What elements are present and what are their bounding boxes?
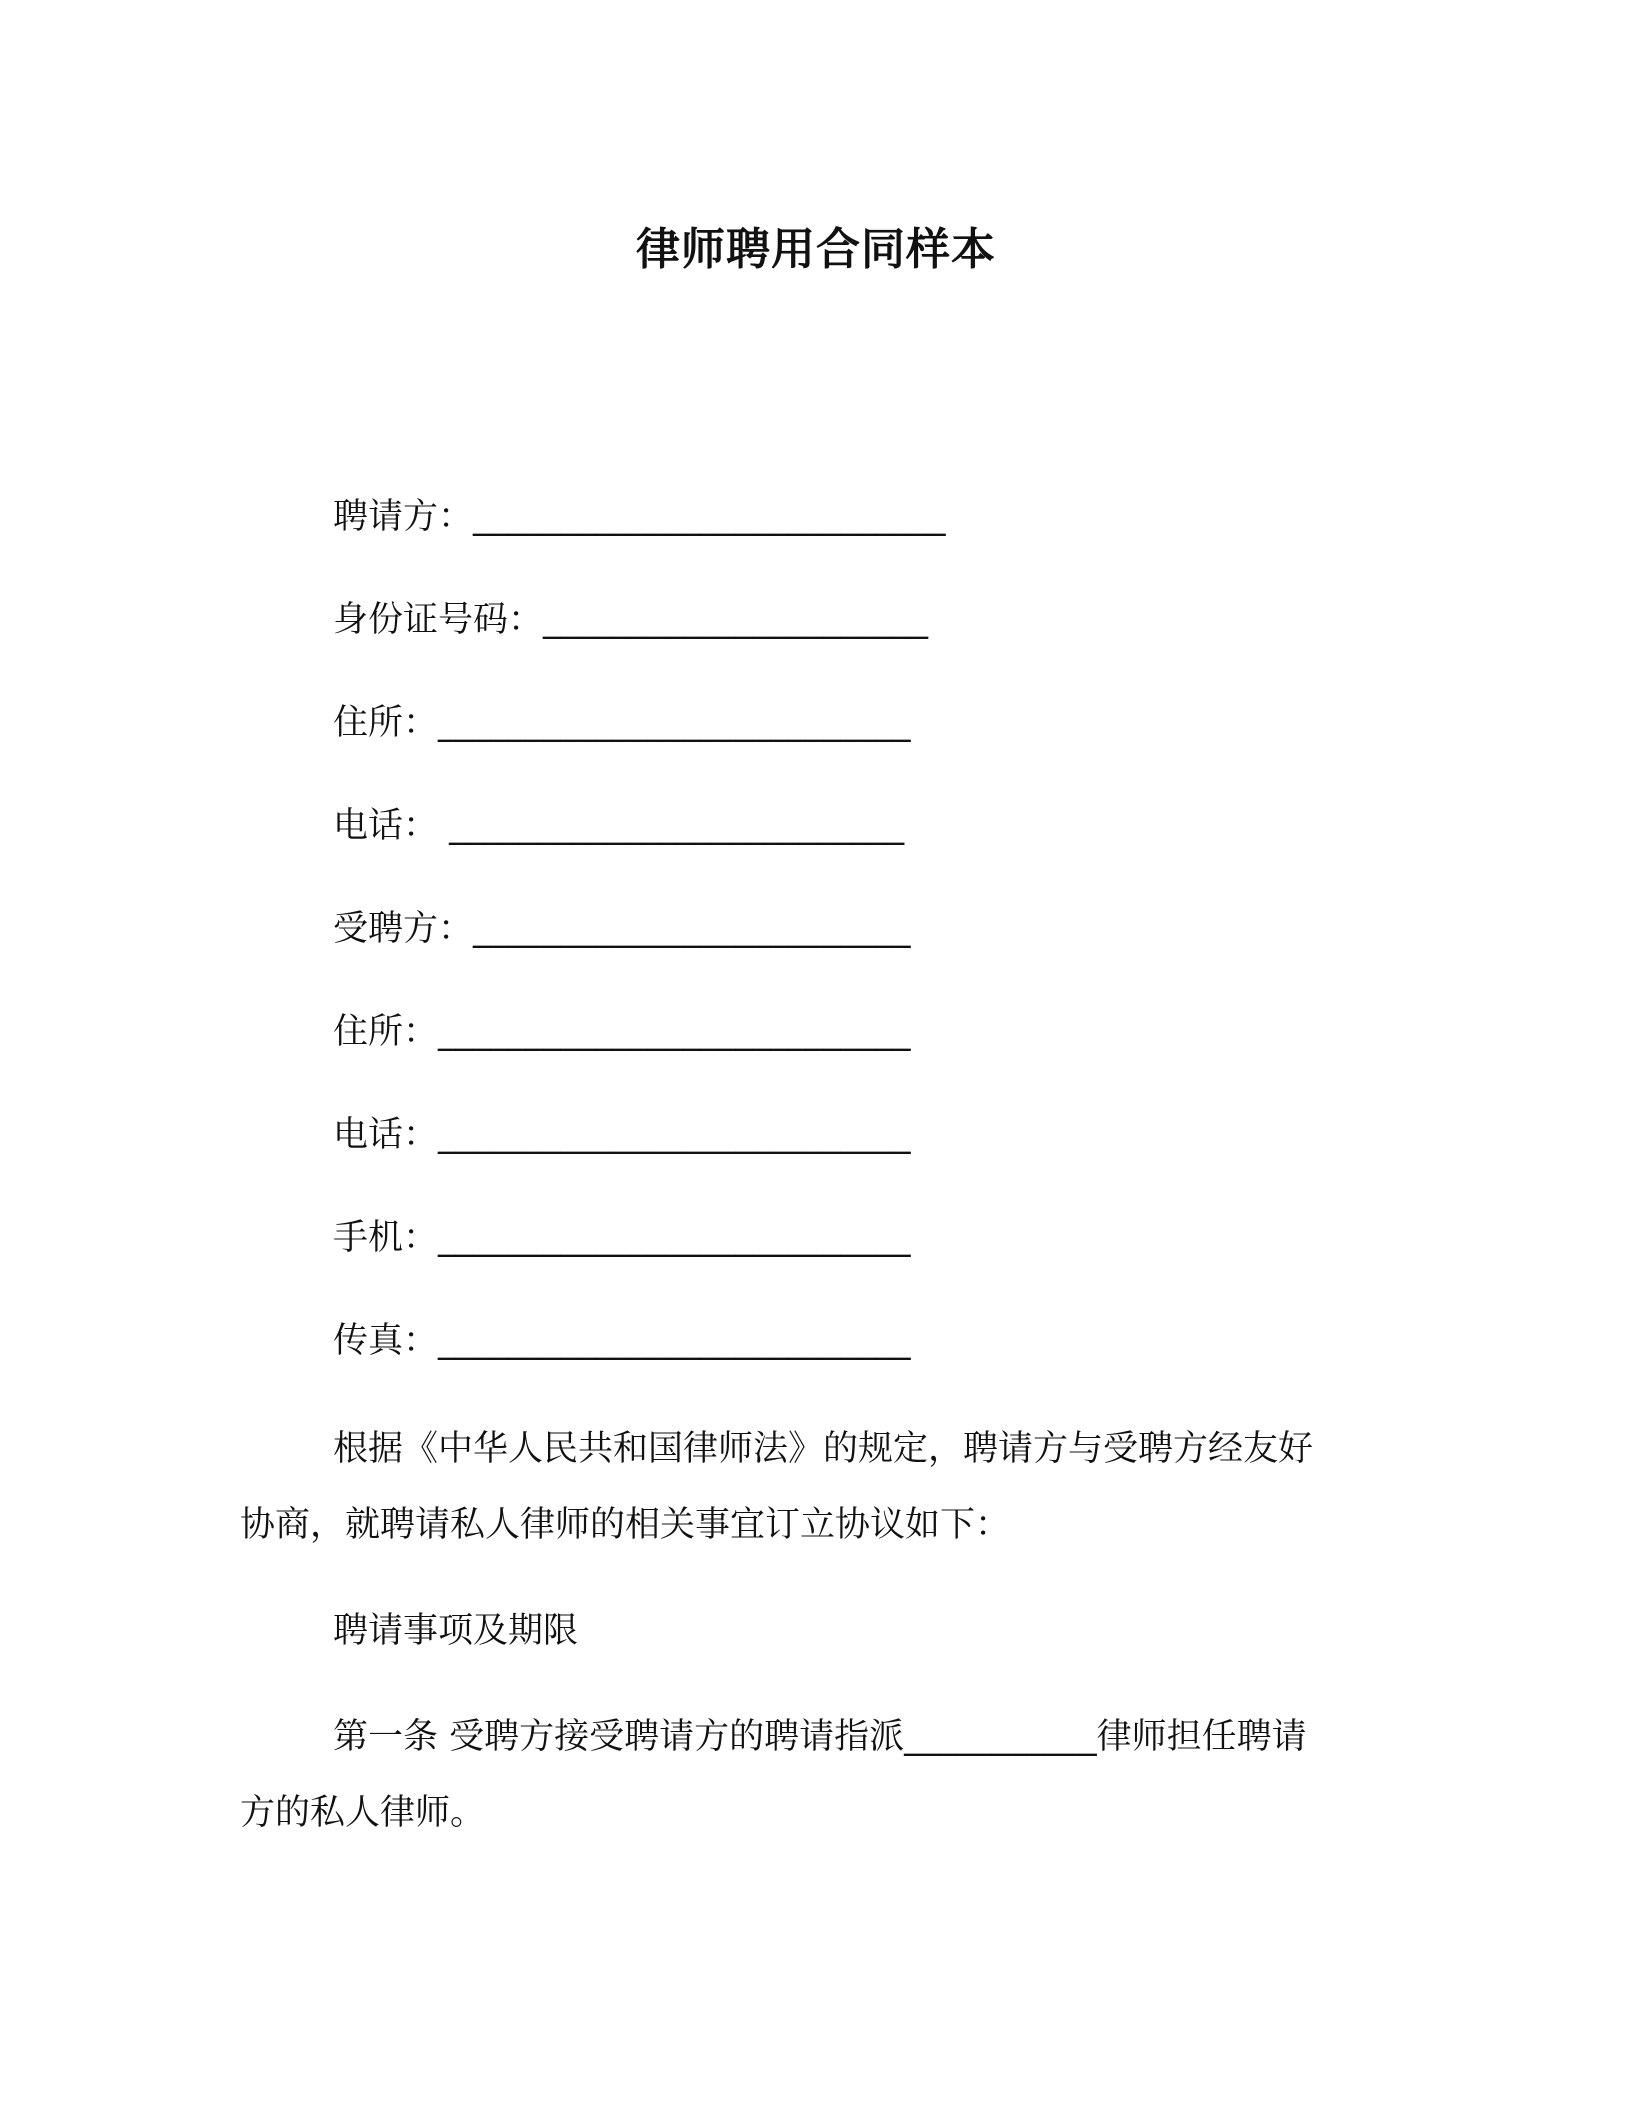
field-label: 电话： — [333, 806, 439, 846]
field-hired-party — [333, 904, 911, 954]
field-blank: ___________________________ — [438, 1115, 911, 1155]
field-id-number — [333, 595, 928, 645]
field-blank: ___________________________ — [473, 497, 946, 537]
field-blank: ___________________________ — [438, 1218, 911, 1258]
field-hiring-party-address — [333, 698, 911, 748]
field-blank: _________________________ — [473, 909, 911, 949]
field-blank: ___________________________ — [438, 703, 911, 743]
field-label: 住所： — [333, 1012, 439, 1052]
section-heading: 聘请事项及期限 — [333, 1611, 579, 1651]
document-title: 律师聘用合同样本 — [636, 224, 996, 275]
field-mobile — [333, 1213, 911, 1263]
field-blank: ___________________________ — [438, 1321, 911, 1361]
field-label: 传真： — [333, 1321, 439, 1361]
field-hired-party-address — [333, 1007, 911, 1057]
field-label: 受聘方： — [333, 909, 474, 949]
field-label: 住所： — [333, 703, 439, 743]
article-1-line-1: 第一条 受聘方接受聘请方的聘请指派___________律师担任聘请 — [333, 1717, 1307, 1757]
field-label: 手机： — [333, 1218, 439, 1258]
field-blank: ___________________________ — [438, 1012, 911, 1052]
field-label: 聘请方： — [333, 497, 474, 537]
field-label: 身份证号码： — [333, 600, 544, 640]
field-blank: ______________________ — [543, 600, 929, 640]
field-fax — [333, 1316, 911, 1366]
field-hired-party-phone — [333, 1110, 911, 1160]
intro-paragraph-line-1: 根据《中华人民共和国律师法》的规定，聘请方与受聘方经友好 — [333, 1429, 1314, 1469]
field-blank: __________________________ — [438, 806, 905, 846]
field-hiring-party — [333, 492, 946, 542]
field-label: 电话： — [333, 1115, 439, 1155]
article-1-line-2: 方的私人律师。 — [240, 1793, 486, 1833]
intro-paragraph-line-2: 协商，就聘请私人律师的相关事宜订立协议如下： — [240, 1505, 1011, 1545]
field-hiring-party-phone — [333, 801, 904, 851]
